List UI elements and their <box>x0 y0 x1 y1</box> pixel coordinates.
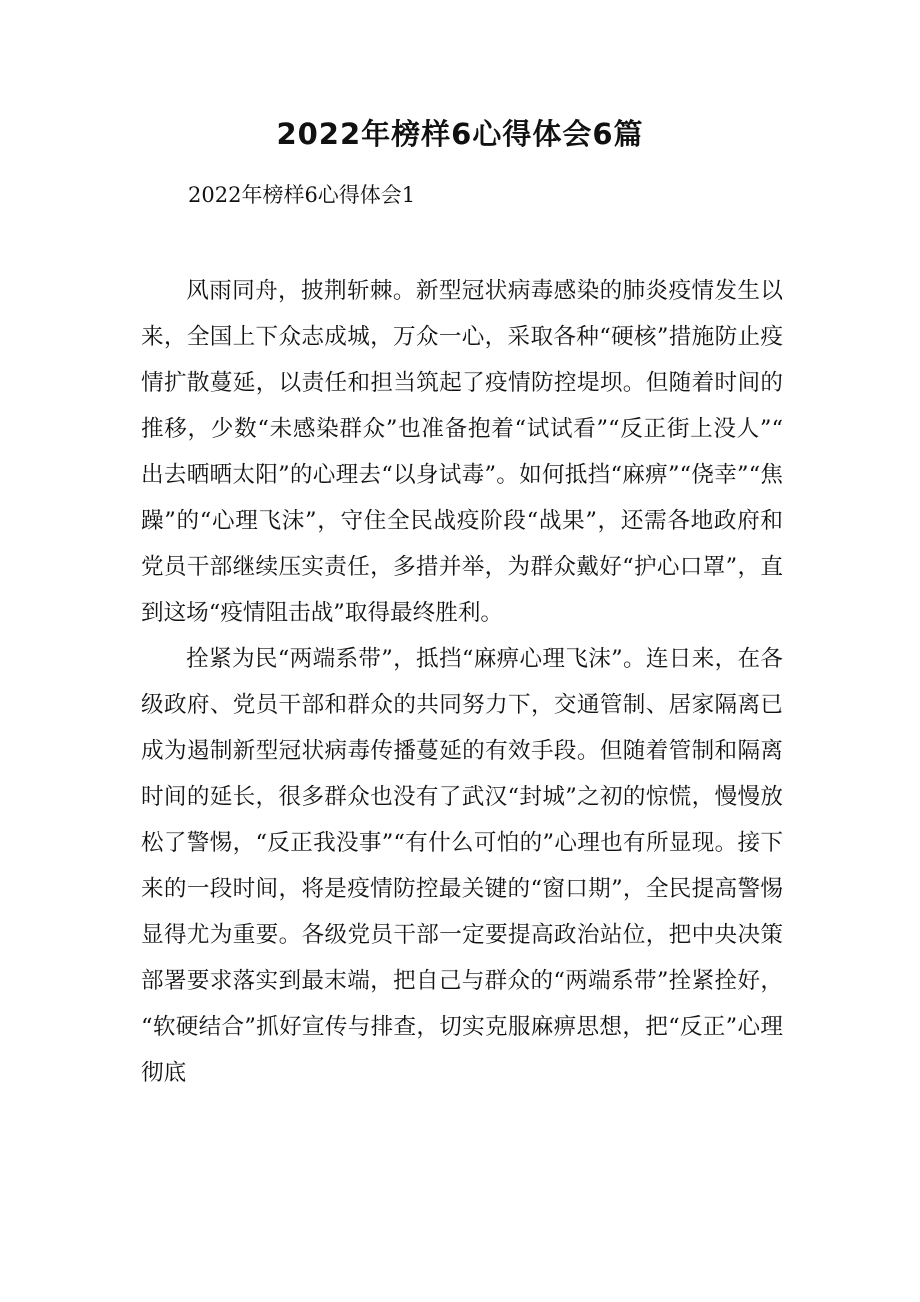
body-paragraph: 风雨同舟，披荆斩棘。新型冠状病毒感染的肺炎疫情发生以来，全国上下众志成城，万众一心，采取各种“硬核”措施防止疫情扩散蔓延，以责任和担当筑起了疫情防控堤坝。但随着时间的推移，少数“未感染群众”也准备抱着“试试看”“反正街上没人”“出去晒晒太阳”的心理去“以身试毒”。如何抵挡“麻痹”“侥幸”“焦躁”的“心理飞沫”，守住全民战疫阶段“战果”，还需各地政府和党员干部继续压实责任，多措并举，为群众戴好“护心口罩”，直到这场“疫情阻击战”取得最终胜利。 <box>141 278 783 626</box>
document-title: 2022年榜样6心得体会6篇 <box>276 117 644 151</box>
body-paragraph: 拴紧为民“两端系带”，抵挡“麻痹心理飞沫”。连日来，在各级政府、党员干部和群众的共同努力下，交通管制、居家隔离已成为遏制新型冠状病毒传播蔓延的有效手段。但随着管制和隔离时间的延长，很多群众也没有了武汉“封城”之初的惊慌，慢慢放松了警惕，“反正我没事”“有什么可怕的”心理也有所显现。接下来的一段时间，将是疫情防控最关键的“窗口期”，全民提高警惕显得尤为重要。各级党员干部一定要提高政治站位，把中央决策部署要求落实到最末端，把自己与群众的“两端系带”拴紧拴好，“软硬结合”抓好宣传与排查，切实克服麻痹思想，把“反正”心理彻底 <box>141 646 783 1086</box>
document-subtitle: 2022年榜样6心得体会1 <box>188 183 416 207</box>
document-body <box>141 268 783 1096</box>
